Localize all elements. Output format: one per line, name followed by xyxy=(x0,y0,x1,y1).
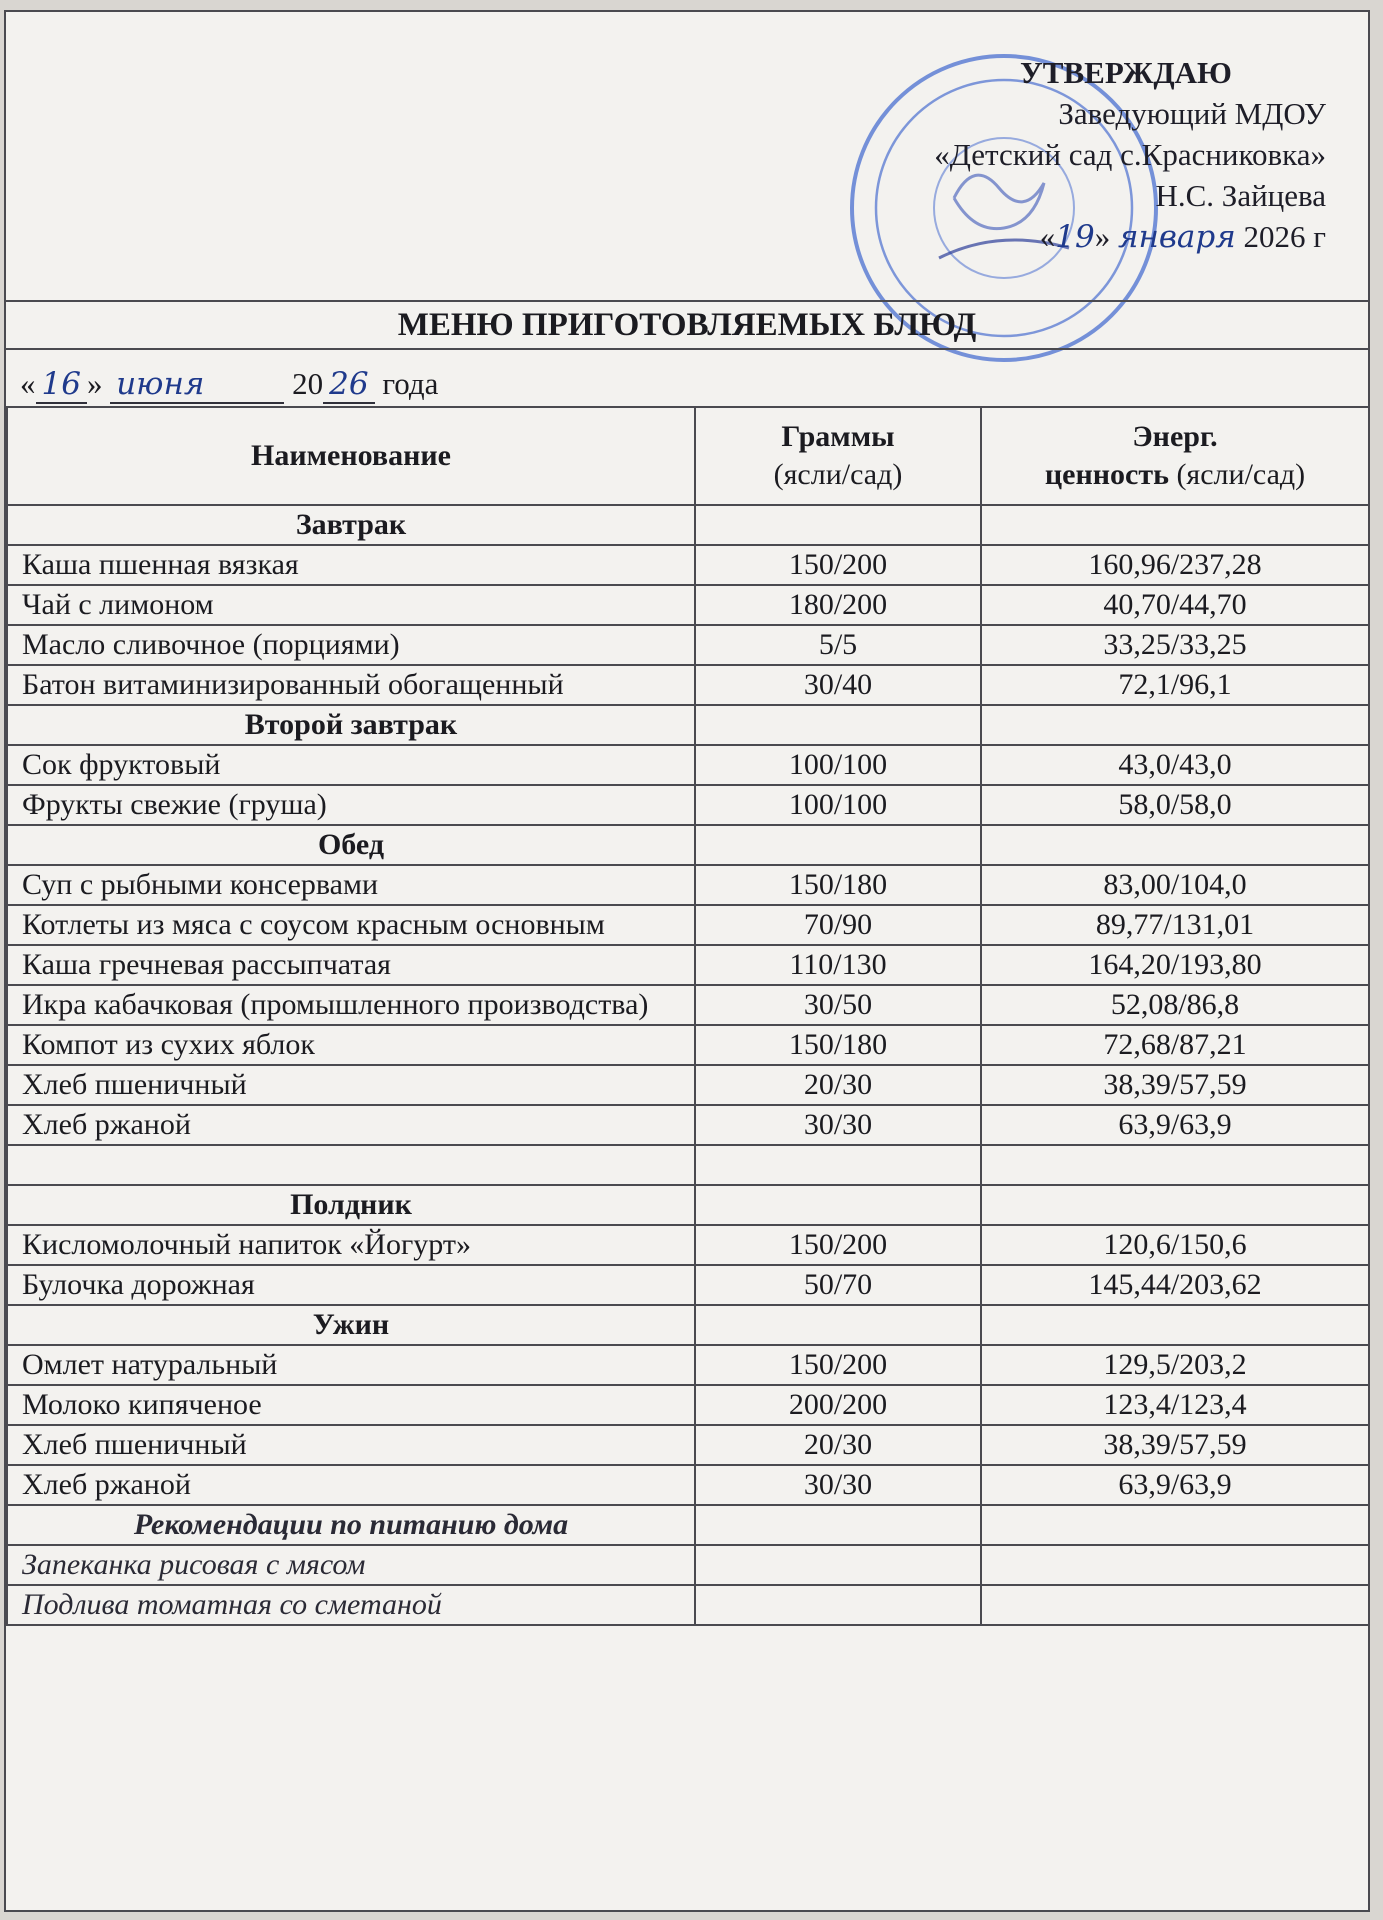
dish-name: Молоко кипяченое xyxy=(7,1385,695,1425)
table-row xyxy=(7,1065,1369,1105)
dish-name: Масло сливочное (порциями) xyxy=(7,625,695,665)
column-energy-label2: ценность xyxy=(1044,458,1169,491)
table-row xyxy=(7,745,1369,785)
column-grams-sub: (ясли/сад) xyxy=(773,458,903,491)
table-row xyxy=(7,545,1369,585)
approval-date-day: 19 xyxy=(1055,219,1095,255)
section-row-dinner xyxy=(7,1305,1369,1345)
table-row xyxy=(7,1225,1369,1265)
dish-grams: 20/30 xyxy=(695,1065,981,1105)
dish-grams: 30/30 xyxy=(695,1465,981,1505)
dish-energy: 72,68/87,21 xyxy=(981,1025,1369,1065)
section-row-breakfast xyxy=(7,505,1369,545)
dish-name: Хлеб ржаной xyxy=(7,1465,695,1505)
dish-grams: 100/100 xyxy=(695,785,981,825)
dish-grams: 30/50 xyxy=(695,985,981,1025)
approval-block xyxy=(806,52,1326,258)
menu-date-close: » xyxy=(86,366,103,401)
section-row-snack xyxy=(7,1185,1369,1225)
section-row-lunch xyxy=(7,825,1369,865)
table-row xyxy=(7,945,1369,985)
column-grams-label: Граммы xyxy=(781,420,895,453)
dish-grams: 150/180 xyxy=(695,1025,981,1065)
dish-grams: 30/30 xyxy=(695,1105,981,1145)
dish-grams: 150/200 xyxy=(695,1225,981,1265)
dish-grams: 180/200 xyxy=(695,585,981,625)
dish-energy: 38,39/57,59 xyxy=(981,1065,1369,1105)
table-row xyxy=(7,1465,1369,1505)
dish-energy: 83,00/104,0 xyxy=(981,865,1369,905)
section-title: Ужин xyxy=(7,1305,695,1345)
table-row xyxy=(7,1385,1369,1425)
approval-position: Заведующий МДОУ xyxy=(1058,96,1326,131)
dish-grams: 150/200 xyxy=(695,1345,981,1385)
approval-date-close: » xyxy=(1094,219,1111,254)
dish-name: Омлет натуральный xyxy=(7,1345,695,1385)
dish-grams: 110/130 xyxy=(695,945,981,985)
table-row xyxy=(7,985,1369,1025)
dish-name: Каша пшенная вязкая xyxy=(7,545,695,585)
table-row xyxy=(7,1585,1369,1625)
dish-name: Батон витаминизированный обогащенный xyxy=(7,665,695,705)
table-row xyxy=(7,665,1369,705)
dish-name: Котлеты из мяса с соусом красным основным xyxy=(7,905,695,945)
dish-grams: 100/100 xyxy=(695,745,981,785)
dish-name: Булочка дорожная xyxy=(7,1265,695,1305)
dish-name: Кисломолочный напиток «Йогурт» xyxy=(7,1225,695,1265)
section-row-second-breakfast xyxy=(7,705,1369,745)
section-title: Полдник xyxy=(7,1185,695,1225)
table-row xyxy=(7,585,1369,625)
dish-energy: 40,70/44,70 xyxy=(981,585,1369,625)
dish-grams: 20/30 xyxy=(695,1425,981,1465)
table-row xyxy=(7,625,1369,665)
menu-date-day: 16 xyxy=(36,366,87,404)
dish-grams: 200/200 xyxy=(695,1385,981,1425)
table-row xyxy=(7,1545,1369,1585)
home-dish-name: Подлива томатная со сметаной xyxy=(7,1585,695,1625)
column-header-grams xyxy=(695,407,981,505)
table-row xyxy=(7,905,1369,945)
dish-energy: 164,20/193,80 xyxy=(981,945,1369,985)
section-title: Второй завтрак xyxy=(7,705,695,745)
dish-name: Сок фруктовый xyxy=(7,745,695,785)
table-row xyxy=(7,1105,1369,1145)
dish-energy: 89,77/131,01 xyxy=(981,905,1369,945)
table-row xyxy=(7,1425,1369,1465)
menu-date-year-prefix: 20 xyxy=(292,366,324,401)
menu-date-year: 26 xyxy=(323,366,374,404)
menu-date-month: июня xyxy=(110,366,284,404)
dish-name: Каша гречневая рассыпчатая xyxy=(7,945,695,985)
section-title: Завтрак xyxy=(7,505,695,545)
dish-name: Икра кабачковая (промышленного производства) xyxy=(7,985,695,1025)
column-energy-sub: (ясли/сад) xyxy=(1176,458,1306,491)
dish-energy: 123,4/123,4 xyxy=(981,1385,1369,1425)
approval-date-month: января xyxy=(1117,219,1236,255)
table-row xyxy=(7,1345,1369,1385)
dish-energy: 33,25/33,25 xyxy=(981,625,1369,665)
menu-table xyxy=(6,406,1370,1626)
dish-name: Суп с рыбными консервами xyxy=(7,865,695,905)
dish-name: Компот из сухих яблок xyxy=(7,1025,695,1065)
dish-name: Фрукты свежие (груша) xyxy=(7,785,695,825)
table-row xyxy=(7,865,1369,905)
dish-energy: 58,0/58,0 xyxy=(981,785,1369,825)
dish-energy: 129,5/203,2 xyxy=(981,1345,1369,1385)
column-header-energy xyxy=(981,407,1369,505)
table-header-row xyxy=(7,407,1369,505)
dish-grams: 5/5 xyxy=(695,625,981,665)
dish-energy: 160,96/237,28 xyxy=(981,545,1369,585)
empty-row xyxy=(7,1145,1369,1185)
dish-energy: 72,1/96,1 xyxy=(981,665,1369,705)
page-title: МЕНЮ ПРИГОТОВЛЯЕМЫХ БЛЮД xyxy=(6,300,1368,350)
approval-date xyxy=(806,216,1326,258)
approval-signer: Н.С. Зайцева xyxy=(1155,178,1326,213)
dish-energy: 43,0/43,0 xyxy=(981,745,1369,785)
dish-energy: 145,44/203,62 xyxy=(981,1265,1369,1305)
menu-date-suffix: года xyxy=(382,366,439,401)
table-row xyxy=(7,785,1369,825)
section-row-home xyxy=(7,1505,1369,1545)
home-dish-name: Запеканка рисовая с мясом xyxy=(7,1545,695,1585)
dish-energy: 52,08/86,8 xyxy=(981,985,1369,1025)
column-name-label: Наименование xyxy=(251,439,451,472)
column-header-name xyxy=(7,407,695,505)
approval-date-open: « xyxy=(1039,219,1056,254)
table-row xyxy=(7,1265,1369,1305)
dish-name: Хлеб пшеничный xyxy=(7,1425,695,1465)
dish-grams: 150/200 xyxy=(695,545,981,585)
menu-date xyxy=(20,364,438,404)
menu-sheet xyxy=(4,10,1370,1912)
approval-date-year: 2026 г xyxy=(1243,219,1326,254)
dish-name: Чай с лимоном xyxy=(7,585,695,625)
dish-name: Хлеб ржаной xyxy=(7,1105,695,1145)
dish-grams: 150/180 xyxy=(695,865,981,905)
dish-energy: 63,9/63,9 xyxy=(981,1465,1369,1505)
menu-date-open: « xyxy=(20,366,36,401)
dish-name: Хлеб пшеничный xyxy=(7,1065,695,1105)
dish-energy: 120,6/150,6 xyxy=(981,1225,1369,1265)
approval-org: «Детский сад с.Красниковка» xyxy=(934,137,1326,172)
dish-grams: 70/90 xyxy=(695,905,981,945)
column-energy-label: Энерг. xyxy=(1132,420,1218,453)
section-title: Рекомендации по питанию дома xyxy=(7,1505,695,1545)
table-row xyxy=(7,1025,1369,1065)
dish-energy: 63,9/63,9 xyxy=(981,1105,1369,1145)
section-title: Обед xyxy=(7,825,695,865)
dish-energy: 38,39/57,59 xyxy=(981,1425,1369,1465)
approval-heading: УТВЕРЖДАЮ xyxy=(1020,55,1232,90)
dish-grams: 50/70 xyxy=(695,1265,981,1305)
dish-grams: 30/40 xyxy=(695,665,981,705)
